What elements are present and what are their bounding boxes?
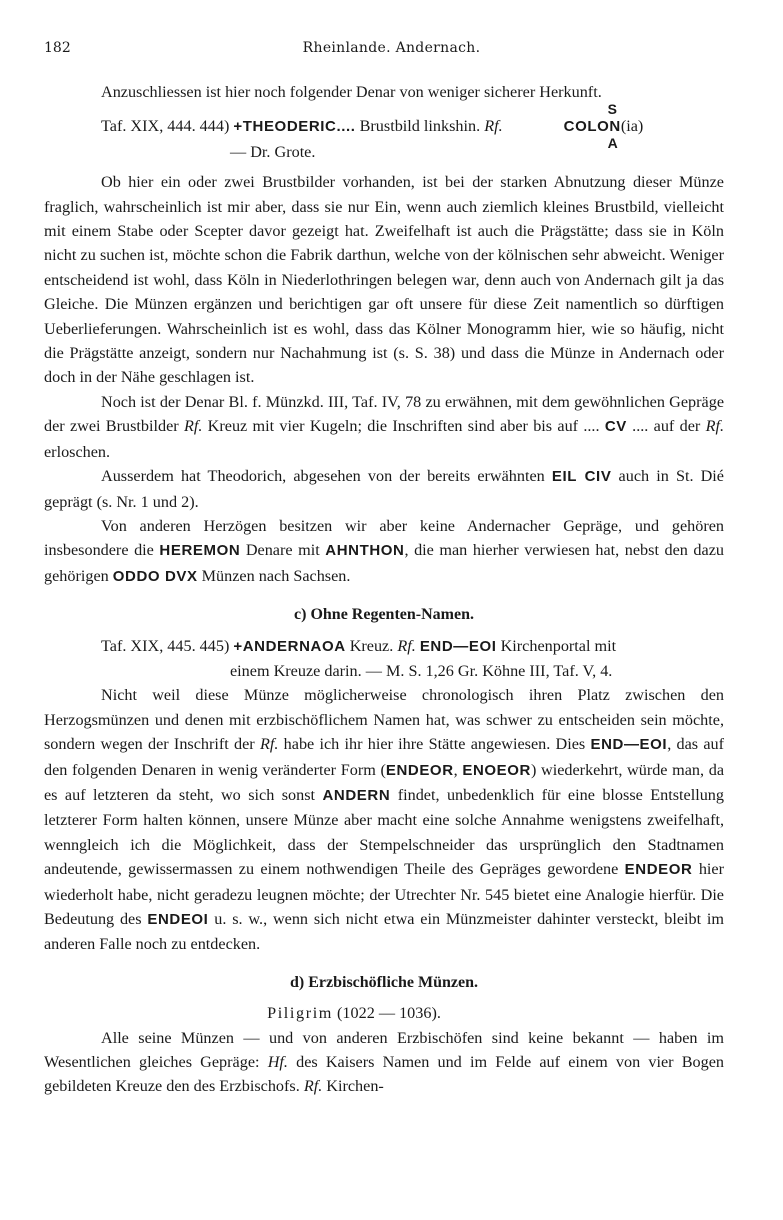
- paragraph-3: Ausserdem hat Theodorich, abgesehen von der bereits erwähnten EIL CIV auch in St. Dié geprägt (s. Nr. 1 und 2).: [44, 467, 724, 511]
- plate-reference: Taf. XIX, 444. 444): [101, 117, 230, 136]
- coin-entry-445: Taf. XIX, 445. 445) +ANDERNAOA Kreuz. Rf. END—EOI Kirchenportal mit: [101, 636, 617, 655]
- section-heading-d: d) Erzbischöfliche Münzen.: [290, 973, 478, 991]
- paragraph-1: Ob hier ein oder zwei Brustbilder vorhanden, ist bei der starken Abnutzung dieser Münze fraglich, wahrscheinlich ist mir aber, dass sie nur Ein, wenn auch ziemlich kleines Brustbild, vielleicht mit einem Stabe oder Scepter davor gezeigt hat. Zweifelhaft ist auch die Prägstätte; dass sie in Köln nicht zu suchen ist, möchte schon die Fabrik darthun, welche von der kölnischen sehr abweicht. Weniger entscheidend ist wohl, dass Köln in Niederlothringen belegen war, denn auch von Andernach gilt ja das Gleiche. Die Münzen ergänzen und berichtigen gar oft unsere für diese Zeit namentlich so dürftigen Ueberlieferungen. Wahrscheinlich ist es wohl, dass das Kölner Monogramm hier, wie so häufig, nicht die Prägstätte anzeigt, sondern nur Nachahmung ist (s. S. 38) und dass die Münze in Andernach oder doch in der Nähe geschlagen ist.: [44, 173, 724, 387]
- coin-entry-444: Taf. XIX, 444. 444) +THEODERIC.... Brustbild linkshin. Rf. COLON S A (ia): [44, 114, 724, 139]
- paragraph-5: Nicht weil diese Münze möglicherweise chronologisch ihren Platz zwischen den Herzogsmünzen und denen mit erzbischöflichem Namen hat, was schwer zu entscheiden sein möchte, sondern wegen der Inschrift der Rf. habe ich ihr hier ihre Stätte angewiesen. Dies END—EOI, das auf den folgenden Denaren in wenig veränderter Form (ENDEOR, ENOEOR) wiederkehrt, würde man, da es auf letzteren da steht, wo sich sonst ANDERN findet, unbedenklich für eine blosse Entstellung letzterer Form halten können, unsere Münze aber macht eine solche Annahme wenigstens zweifelhaft, wenngleich ich die Möglichkeit, dass der Stempelschneider das ursprünglich den Stadtnamen andeutende, gewissermassen zu einem nothwendigen Theile des Gepräges gewordene ENDEOR hier wiederholt habe, nicht geradezu leugnen möchte; der Utrechter Nr. 545 bietet eine Analogie hierfür. Die Bedeutung des ENDEOI u. s. w., wenn sich nicht etwa ein Münzmeister dahinter versteckt, bleibt im anderen Falle noch zu entdecken.: [44, 686, 725, 954]
- coin-entry-445-line2: einem Kreuze darin. — M. S. 1,26 Gr. Köhne III, Taf. V, 4.: [230, 661, 613, 680]
- coin-description: Brustbild linkshin.: [355, 117, 485, 136]
- coin-legend: EIL CIV: [551, 468, 612, 486]
- coin-source: — Dr. Grote.: [230, 142, 316, 161]
- coin-legend: +THEODERIC....: [233, 118, 356, 136]
- monogram-bottom-letter: A: [607, 135, 619, 152]
- monogram-top-letter: S: [607, 101, 618, 118]
- page-number: 182: [44, 40, 71, 56]
- section-heading-c: c) Ohne Regenten-Namen.: [294, 606, 474, 624]
- coin-legend: ANDERN: [322, 786, 391, 804]
- page-body: [44, 80, 724, 1099]
- reverse-abbrev: Rf.: [484, 117, 503, 136]
- ruler-dates: (1022 — 1036).: [332, 1004, 441, 1023]
- running-title: Rheinlande. Andernach.: [302, 40, 481, 56]
- intro-paragraph: Anzuschliessen ist hier noch folgender Denar von weniger sicherer Herkunft.: [101, 83, 602, 101]
- coin-legend: ENDEOI: [147, 911, 209, 928]
- coin-legend: ENDEOR: [385, 761, 454, 779]
- coin-legend: ODDO DVX: [112, 567, 198, 585]
- plate-reference: Taf. XIX, 445. 445): [101, 636, 230, 655]
- paragraph-6: Alle seine Münzen — und von anderen Erzbischöfen sind keine bekannt — haben im Wesentlichen gleiches Gepräge: Hf. des Kaisers Namen und im Felde auf einem von vier Bogen gebildeten Kreuze den des Erzbischofs. Rf. Kirchen-: [44, 1028, 724, 1096]
- monogram-legend: COLON S A: [507, 114, 621, 139]
- ruler-name: Piligrim: [267, 1004, 333, 1023]
- coin-legend: AHNTHON: [325, 542, 405, 560]
- coin-legend: +ANDERNAOA: [233, 637, 346, 655]
- paragraph-2: Noch ist der Denar Bl. f. Münzkd. III, Taf. IV, 78 zu erwähnen, mit dem gewöhnlichen Gepräge der zwei Brustbilder Rf. Kreuz mit vier Kugeln; die Inschriften sind aber bis auf .... CV .... auf der Rf. erloschen.: [44, 392, 725, 461]
- coin-legend: END—EOI: [419, 637, 497, 655]
- coin-legend: END—EOI: [590, 736, 668, 754]
- paragraph-4: Von anderen Herzögen besitzen wir aber keine Andernacher Gepräge, und gehören insbesondere die HEREMON Denare mit AHNTHON, die man hierher verwiesen hat, nebst den dazu gehörigen ODDO DVX Münzen nach Sachsen.: [44, 516, 724, 585]
- coin-legend: ENOEOR: [462, 761, 531, 779]
- coin-legend: HEREMON: [159, 542, 241, 560]
- coin-legend: ENDEOR: [624, 861, 693, 879]
- page-header: [44, 40, 739, 62]
- coin-legend: CV: [604, 418, 627, 436]
- reverse-abbrev: Rf.: [397, 636, 416, 655]
- ruler-line: [0, 1001, 724, 1025]
